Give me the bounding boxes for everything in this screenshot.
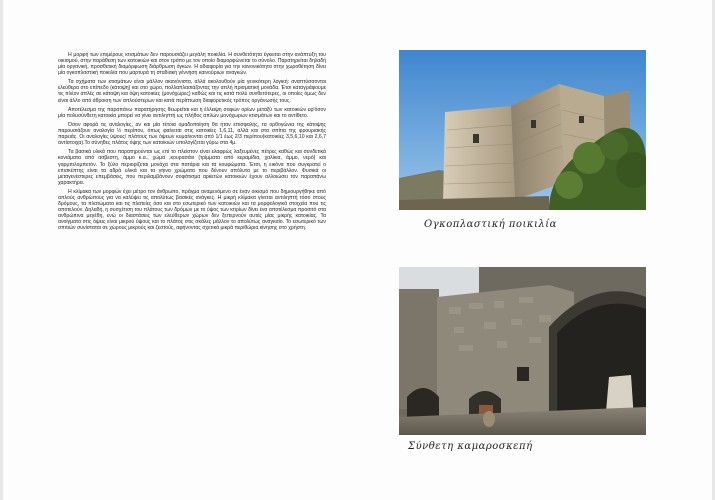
body-text-column <box>58 52 326 234</box>
paragraph: Αποτέλεσμα της παραπάνω παρατήρησης θεωρείται και η έλλειψη σαφών ορίων μεταξύ των κατοικιών εφ'όσον μία πολυσύνθετη κατοικία μπορεί να γίνει αντιληπτή ως πλήθος απλών μονόχωρων κτισμάτων και το αντίθετο. <box>58 106 326 119</box>
paragraph: Η κλίμακα των μορφών έχει μέτρο τον άνθρωπο, πράγμα αναμενόμενο σε έναν οικισμό που δημιουργήθηκε από απλούς ανθρώπους για να καλύψει τις απολύτως βασικές ανάγκες. Η μικρή κλίμακα γίνεται αντιληπτή τόσο στους δρόμους, τα πλατώματα και τις πλατείες όσο και στο εσωτερικό των κατοικιών και τα μορφολογικά στοιχεία που τις αποτελούν. Δηλαδή, η συσχέτιση του πλάτους των δρόμων με το ύψος των κτιρίων δίνει ένα αποτέλεσμα προσιτό στα ανθρώπινα μεγέθη, ενώ οι διαστάσεις των ελεύθερων χώρων δεν ξεπερνούν αυτές μίας μικρής κατοικίας. Τα ανοίγματα στις όψεις είναι μικρού ύψους και το πλάτος στις σκάλες μάλλον το απολύτως αναγκαίο. Το εσωτερικό των σπιτιών συνίσταται σε χώρους μικρούς και ζεστούς, αφήνοντας σχετικά μικρά περιθώρια κίνησης στο χρήστη. <box>58 188 326 232</box>
paragraph: Η μορφή των επιμέρους κτισμάτων δεν παρουσιάζει μεγάλη ποικιλία. Η συνθετότητα έγκειται στην ανάπτυξη του οικισμού, στην παράθεση των κατοικιών και στον τρόπο με τον οποίο διαμορφώνεται το σύνολο. Παρατηρείται δηλαδή μία οργανική, προσθετική διαμόρφωση διάρθρωση όγκων. Η αδιαφορία για την κανονικότητα στην χωροθέτηση δίνει μία ογκοπλαστική ποικιλία που μαρτυρά τη σταδιακή γέννηση καινούριων αναγκών. <box>58 52 326 77</box>
paragraph: Τα βασικά υλικά που παρατηρούνται ως επί το πλείστον είναι ελαφρώς λαξευμένες πέτρες καθώς και συνδετικά κονιάματα από ασβεστη, άμμο κ.α., χώμα ,κουρασάνι (τρίμματα από κεραμίδια, χαλίκια, άμμο, νερό) και γαρμπιλομπετόν. Το ξύλο περιορίζεται μονάχα στα πατάρια και τα κουφώματα. Έτσι, η εικόνα που συγκρατεί ο επισκέπτης είναι τα αδρά υλικά και τα γήινα χρώματα που δένουν απόλυτα με το περιβάλλον. Φυσικά οι μεταγενέστερες επεμβάσεις, που περιλαμβάνουν σοφάτισμα αρκετών κατοικιών έχουν αλλοιώσει τον παραπάνω χαρακτήρα. <box>58 149 326 186</box>
caption-bottom-photo: Σύνθετη καμαροσκεπή <box>408 441 533 452</box>
photo-vaulted-passage <box>399 267 646 435</box>
caption-top-photo: Ογκοπλαστική ποικιλία <box>424 219 557 230</box>
paragraph: Όσον αφορά τις αναλογίες, αν και μία τέτοια ομαδοποίηση θα ήταν επισφαλής, τα ορθογώνια της κάτοψης παρουσιάζουν αναλογία ½ περίπου, όπως φαίνεται στις κατοικίες 1,6,11, αλλά και στα σπίτια της φρουριακής παρειάς. Οι αναλογίες ύψους/ πλάτους των όψεων κυμαίνονται από 1/1 έως 2/3 περίπου(κατοικίες 3,5,6,10 και 2,6,7 αντίστοιχα).Το σύνηθες πλάτος όψης των κατοικιών υπολογίζεται γύρω στα 4μ. <box>58 122 326 147</box>
page-edge-left <box>0 0 3 500</box>
paragraph: Τα σχήματα των κτισμάτων είναι μάλλον ακανόνιστα, αλλά ακολουθούν μία γενικότερη λογική: αναπτύσσονται ελεύθερα στο επίπεδο (κάτοψη) και στο χώρο, πολλαπλασιάζοντας την απλή πρισματική μονάδα. Έτσι καταγράφουμε τις πλέον απλές σε κάτοψη και όψη κατοικίες (μονόχωρες) καθώς και τις κατά πολύ συνθετότερες, οι οποίες όμως δεν είναι άλλο από άθροιση των απλούστερων και κατά περίπτωση διαφορετικός τρόπος οργάνωσής τους. <box>58 79 326 104</box>
photo-stone-tower <box>399 50 646 210</box>
